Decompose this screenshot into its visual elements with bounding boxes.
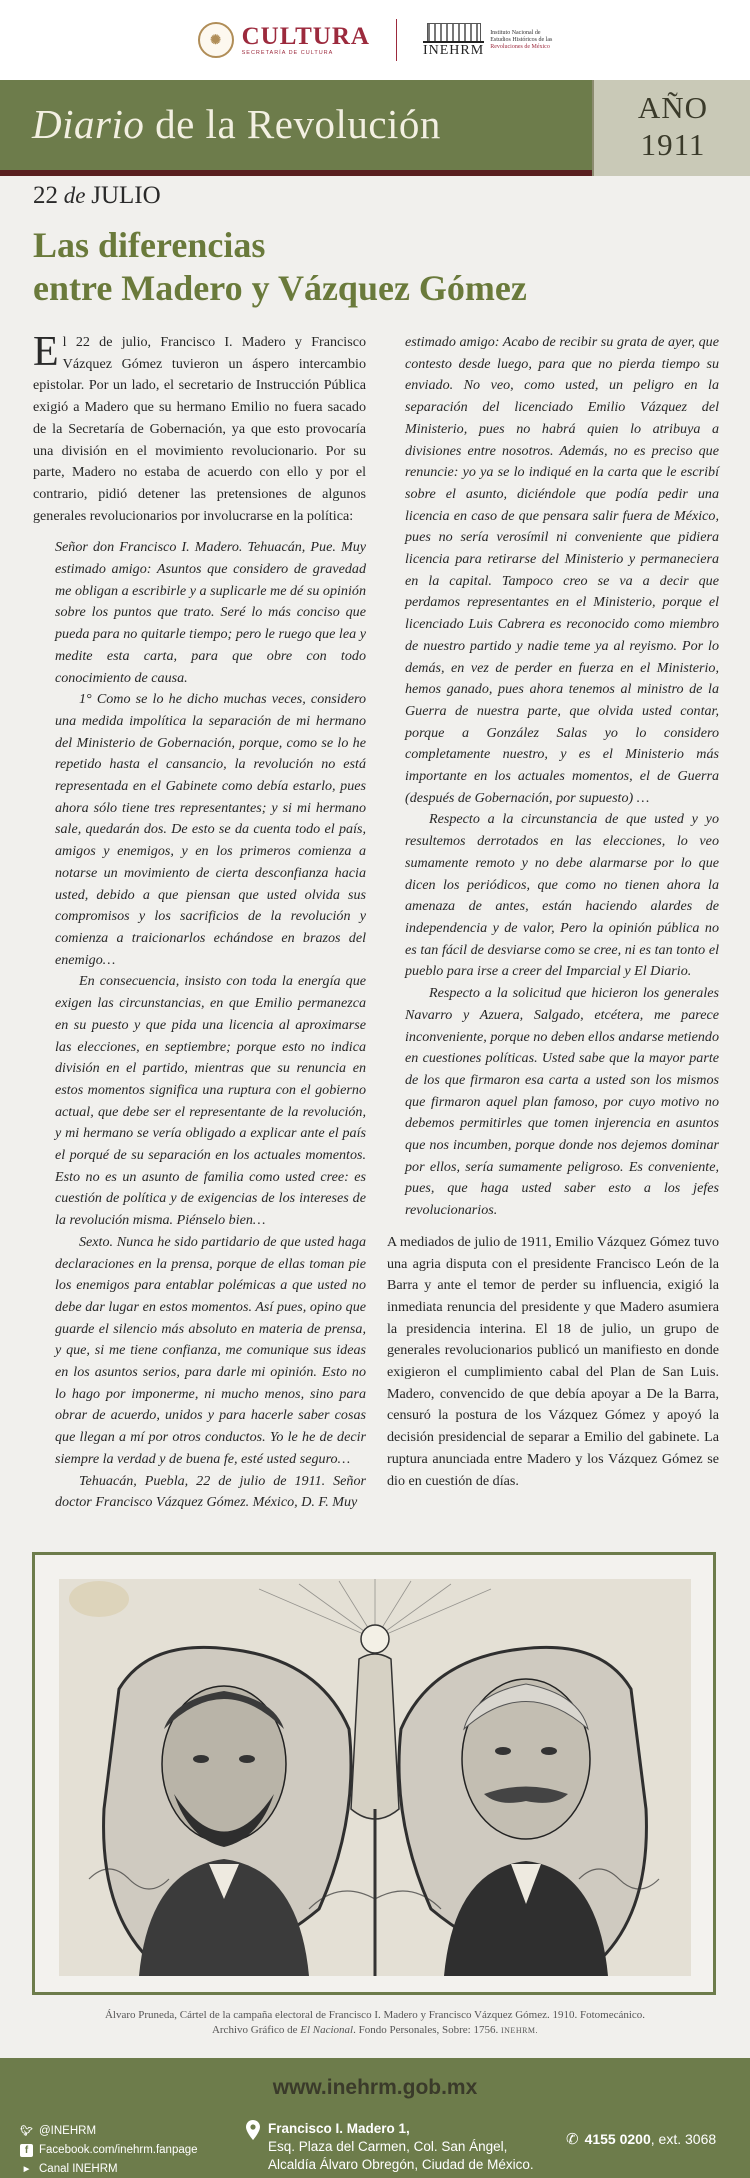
- inehrm-wordmark: INEHRM: [422, 42, 485, 58]
- cultura-logo: [198, 22, 370, 58]
- cultura-wordmark: CULTURA: [241, 23, 370, 50]
- inehrm-logo: [423, 23, 552, 58]
- location-pin-icon: [246, 2120, 260, 2140]
- logo-divider: [396, 19, 397, 61]
- drop-cap: E: [33, 329, 59, 375]
- letter-paragraph: Sexto. Nunca he sido partidario de que usted haga declaraciones en la prensa, porque de ellas toman pie los enemigos para entablar polémicas a que usted no debe dar lugar en estos momentos. Así pues, opino que guarde el silencio más absoluto en materia de prensa, y que, si me tiene confianza, me comunique sus ideas en los asuntos serios, para darle mi opinión. Esto no lo hago por imponerme, ni mucho menos, sino para obrar de acuerdo, unidos y para hacerle saber cosas que llegan a mí por otros conductos. Yo le he de decir siempre la verdad y de buena fe, esté usted seguro…: [55, 1233, 366, 1467]
- youtube-link[interactable]: ▶ Canal INEHRM: [20, 2160, 198, 2178]
- poster-figure-frame: [32, 1552, 716, 1995]
- letter-paragraph: Respecto a la solicitud que hicieron los generales Navarro y Azuera, Salgado, etcétera, me parece inconveniente, porque no deben ellos andarse metiendo en cuestiones políticas. Usted sabe que la mayor parte de los que firmaron esa carta a usted son los mismos que firmaron aquel plan famoso, por cuyo motivo no debemos permitirles que tomen injerencia en asuntos que nos incumben, porque donde nos dejemos dominar por ellos, sería sumamente peligroso. Es conveniente, pues, que haga usted saber esto a los jefes revolucionarios.: [405, 985, 719, 1219]
- address: Francisco I. Madero 1, Esq. Plaza del Carmen, Col. San Ángel, Alcaldía Álvaro Obregón, Ciudad de México.: [268, 2121, 534, 2172]
- letter-paragraph: En consecuencia, insisto con toda la energía que exigen las circunstancias, en que Emilio permanezca en su puesto y que pida una licencia al aproximarse las elecciones, en septiembre; porque esto no indica división en el partido, mientras que su renuncia en estos momentos significa una ruptura con el gobierno actual, que debe ser el representante de la revolución, y mi hermano se vería obligado a explicar ante el país el porqué de su separación en los actuales momentos. Esto no es un asunto de familia como usted cree: es cuestión de política y de exigencias de los intereses de la revolución misma. Piénselo bien…: [55, 973, 366, 1229]
- youtube-icon: ▶: [23, 2166, 30, 2173]
- phone-icon: ✆: [566, 2131, 579, 2148]
- campaign-poster-image: [59, 1579, 691, 1976]
- intro-paragraph: El 22 de julio, Francisco I. Madero y Francisco Vázquez Gómez tuvieron un áspero intercambio epistolar. Por un lado, el secretario de Instrucción Pública exigió a Madero que su hermano Emilio no fuera sacado de la Secretaría de Gobernación, ya que esto provocaría una división en el movimiento revolucionario. Por su parte, Madero no estaba de acuerdo con ello y por el contrario, pidió detener las pretensiones de algunos generales revolucionarios por involucrarse en la política:: [33, 329, 366, 524]
- phone-number: ✆ 4155 0200, ext. 3068: [566, 2131, 717, 2148]
- inehrm-full-name: Instituto Nacional de Estudios Históricos de las Revoluciones de México: [490, 29, 553, 50]
- facebook-icon: f: [20, 2144, 33, 2157]
- letter-paragraph: Tehuacán, Puebla, 22 de julio de 1911. Señor doctor Francisco Vázquez Gómez. México, D. F. Muy: [55, 1472, 366, 1511]
- article-date: 22 de JULIO: [33, 182, 161, 209]
- social-links: [20, 2122, 198, 2178]
- facebook-link[interactable]: f Facebook.com/inehrm.fanpage: [20, 2141, 198, 2160]
- twitter-icon: 🐦︎: [20, 2126, 33, 2137]
- article-column-left: [33, 329, 366, 1514]
- publication-title: Diario de la Revolución: [32, 101, 441, 147]
- letter-paragraph: Respecto a la circunstancia de que usted y yo resultemos derrotados en las elecciones, lo veo sumamente remoto y no debe alarmarse por lo que dicen los periódicos, que como no tienen ahora la amenaza de antes, están haciendo alardes de independencia y de valor, Pero la opinión pública no es tan fácil de desviarse como se cree, ni es tan tonto el pueblo para irse a creer del Imparcial y El Diario.: [405, 811, 719, 980]
- website-link[interactable]: www.inehrm.gob.mx: [272, 2076, 478, 2099]
- letter-paragraph: 1° Como se lo he dicho muchas veces, considero una medida impolítica la separación de mi hermano del Ministerio de Gobernación, porque, como se lo he repetido hasta el cansancio, la revolución no está representada en el Gabinete como debía estarlo, pues ahora sólo tiene tres representantes; y si mi hermano sale, quedarán dos. De esto se da cuenta todo el país, amigos y enemigos, y en los primeros comienza a notarse un movimiento de cierta desconfianza hacia usted, debido a que piensan que usted olvida sus compromisos y los sacrificios de la revolución y comienza a traicionarlos echándose en brazos del enemigo…: [55, 691, 366, 968]
- building-icon: [427, 23, 481, 41]
- article-column-right: [387, 332, 719, 1492]
- figure-caption: Álvaro Pruneda, Cártel de la campaña electoral de Francisco I. Madero y Francisco Vázquez Gómez. 1910. Fotomecánico. Archivo Gráfico de El Nacional. Fondo Personales, Sobre: 1756. INEHRM.: [104, 2009, 646, 2036]
- year-label: AÑO: [637, 90, 709, 125]
- article-headline: Las diferencias entre Madero y Vázquez Gómez: [33, 225, 527, 308]
- year-box: [592, 80, 750, 176]
- letter-paragraph: estimado amigo: Acabo de recibir su grata de ayer, que contesto desde luego, para que no pierda tiempo su enviado. No veo, como usted, un peligro en la separación del licenciado Emilio Vázquez del Ministerio, pues no habrá quien lo atribuya a divisiones entre nosotros. Además, no es preciso que renuncie: yo ya se lo indiqué en la carta que le escribí sobre el asunto, diciéndole que podía pedir una licencia en caso de que pensara salir fuera de México, pues no sería verosímil ni conveniente que pidiera licencia para retirarse del Ministerio y permaneciera en la capital. Tampoco creo se va a decir que perdamos representantes en el Ministerio, porque el licenciado Luis Cabrera es reconocido como miembro de nuestro partido y nadie teme ya al reyismo. Por lo demás, en vez de perder en fuerza en el Ministerio, hemos ganado, pues ahora tenemos al ministro de la Guerra de nuestra parte, que olvida usted contar, porque a González Salas yo lo considero completamente nuestro, y es el Ministerio más importante en los actuales momentos, el de Guerra (después de Gobernación, por supuesto) …: [405, 334, 719, 806]
- footer: [0, 2058, 750, 2178]
- top-logo-bar: [0, 0, 750, 80]
- mexico-seal-icon: ✺: [198, 22, 234, 58]
- twitter-link[interactable]: 🐦︎ @INEHRM: [20, 2125, 97, 2137]
- letter-paragraph: Señor don Francisco I. Madero. Tehuacán, Pue. Muy estimado amigo: Asuntos que considero de gravedad me obligan a escribirle y a suplicarle me dé su opinión sobre los puntos que trato. Seré lo más conciso que pueda para no quitarle tiempo; pero le ruego que lea y medite esta carta, para que obre con todo conocimiento de causa.: [55, 539, 366, 686]
- cultura-subtitle: SECRETARÍA DE CULTURA: [241, 50, 334, 56]
- closing-paragraph: A mediados de julio de 1911, Emilio Vázquez Gómez tuvo una agria disputa con el presidente Francisco León de la Barra y ante el temor de perder su influencia, exigió la inmediata renuncia del presidente y que Madero asumiera la presidencia interina. El 18 de julio, un grupo de generales revolucionarios publicó un manifiesto en donde exigieron el cumplimiento cabal del Plan de San Luis. Madero, convencido de que debía apoyar a De la Barra, censuró la postura de los Vázquez Gómez y apoyó la decisión presidencial de separar a Emilio del gabinete. La ruptura anunciada entre Madero y los Vázquez Gómez se dio en cuestión de días.: [387, 1233, 719, 1489]
- year-number: 1911: [640, 127, 706, 162]
